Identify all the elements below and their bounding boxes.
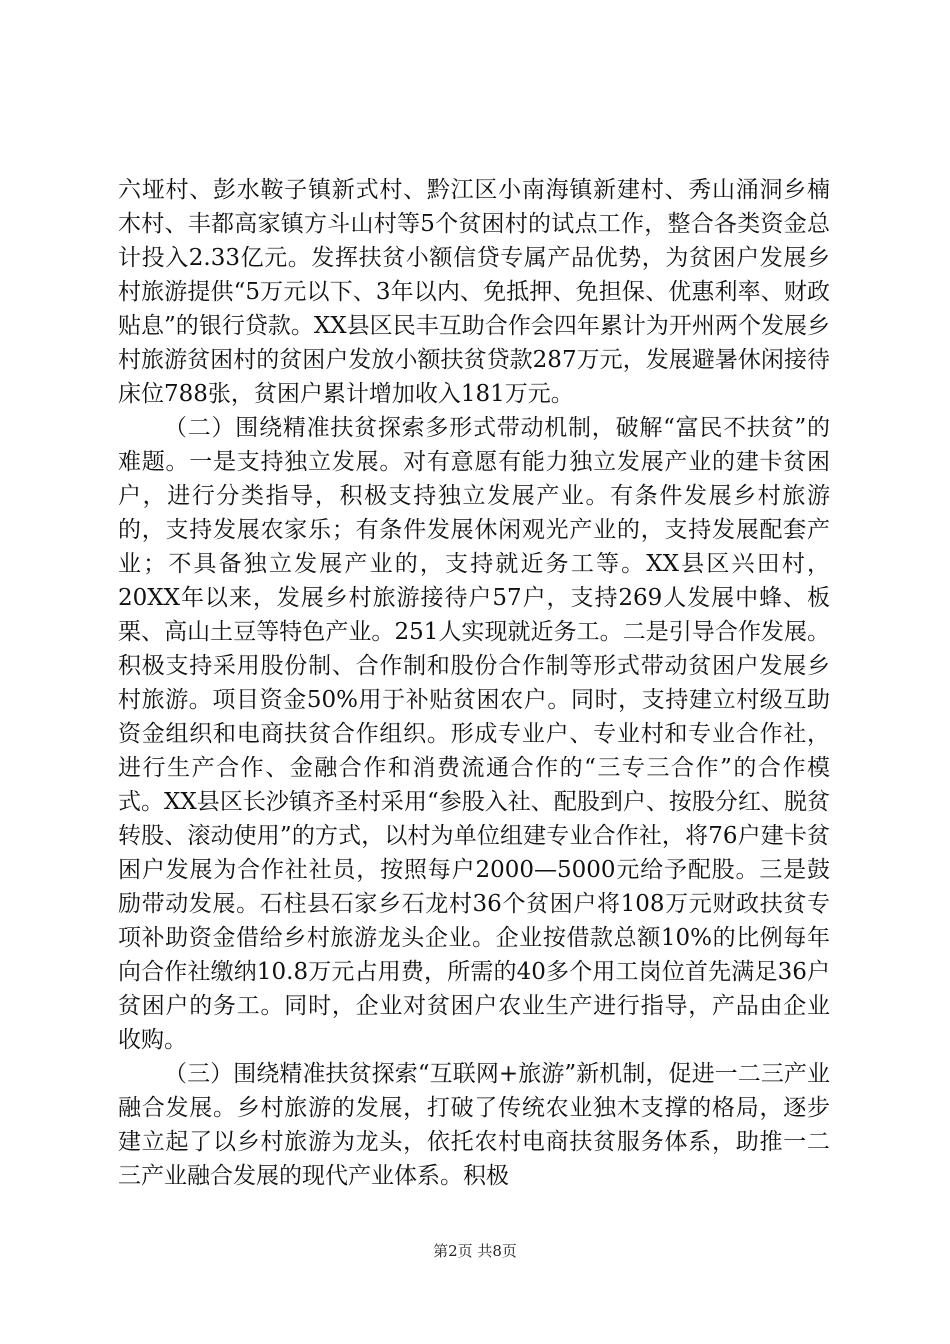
- page-footer: 第2页 共8页: [433, 1242, 517, 1260]
- document-body: [118, 173, 830, 1193]
- paragraph-3: （三）围绕精准扶贫探索“互联网+旅游”新机制，促进一二三产业融合发展。乡村旅游的发展，打破了传统农业独木支撑的格局，逐步建立起了以乡村旅游为龙头，依托农村电商扶贫服务体系，助推一二三产业融合发展的现代产业体系。积极: [118, 1061, 830, 1189]
- paragraph-2: （二）围绕精准扶贫探索多形式带动机制，破解“富民不扶贫”的难题。一是支持独立发展。对有意愿有能力独立发展产业的建卡贫困户，进行分类指导，积极支持独立发展产业。有条件发展乡村旅游的，支持发展农家乐；有条件发展休闲观光产业的，支持发展配套产业；不具备独立发展产业的，支持就近务工等。XX县区兴田村，20XX年以来，发展乡村旅游接待户57户，支持269人发展中蜂、板栗、高山土豆等特色产业。251人实现就近务工。二是引导合作发展。积极支持采用股份制、合作制和股份合作制等形式带动贫困户发展乡村旅游。项目资金50%用于补贴贫困农户。同时，支持建立村级互助资金组织和电商扶贫合作组织。形成专业户、专业村和专业合作社，进行生产合作、金融合作和消费流通合作的“三专三合作”的合作模式。XX县区长沙镇齐圣村采用“参股入社、配股到户、按股分红、脱贫转股、滚动使用”的方式，以村为单位组建专业合作社，将76户建卡贫困户发展为合作社社员，按照每户2000—5000元给予配股。三是鼓励带动发展。石柱县石家乡石龙村36个贫困户将108万元财政扶贫专项补助资金借给乡村旅游龙头企业。企业按借款总额10%的比例每年向合作社缴纳10.8万元占用费，所需的40多个用工岗位首先满足36户贫困户的务工。同时，企业对贫困户农业生产进行指导，产品由企业收购。: [118, 415, 830, 1053]
- paragraph-1: 六垭村、彭水鞍子镇新式村、黔江区小南海镇新建村、秀山涌洞乡楠木村、丰都高家镇方斗山村等5个贫困村的试点工作，整合各类资金总计投入2.33亿元。发挥扶贫小额信贷专属产品优势，为贫困户发展乡村旅游提供“5万元以下、3年以内、免抵押、免担保、优惠利率、财政贴息”的银行贷款。XX县区民丰互助合作会四年累计为开州两个发展乡村旅游贫困村的贫困户发放小额扶贫贷款287万元，发展避暑休闲接待床位788张，贫困户累计增加收入181万元。: [118, 177, 830, 407]
